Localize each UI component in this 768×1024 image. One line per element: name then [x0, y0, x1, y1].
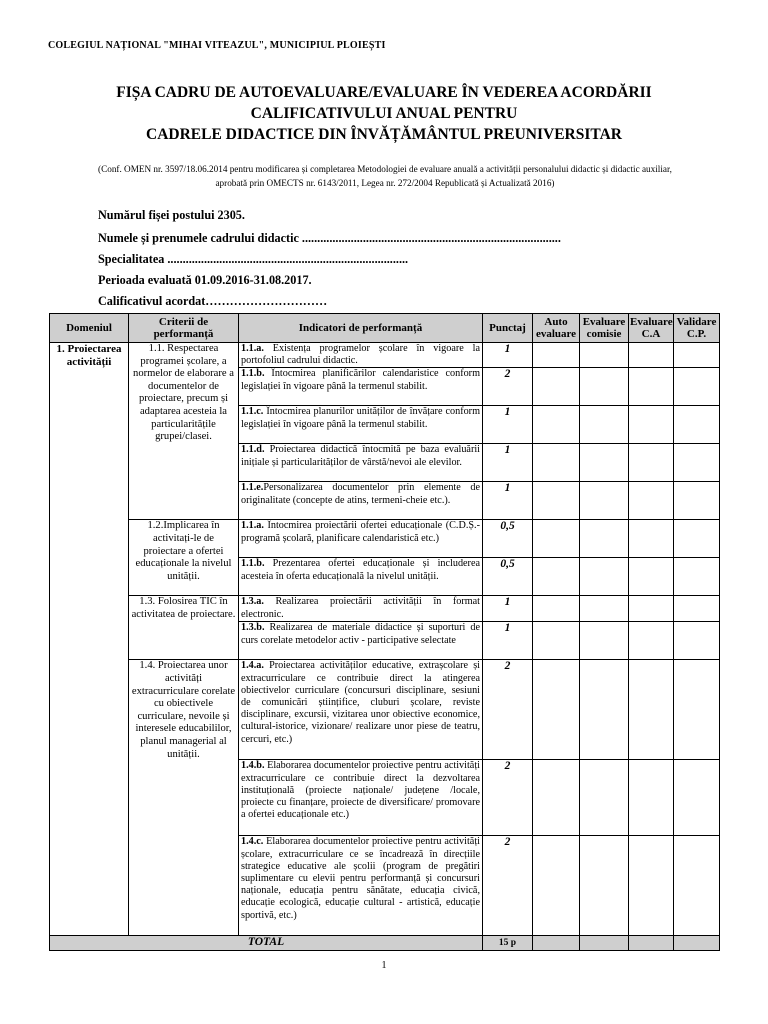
total-label: TOTAL — [50, 936, 483, 951]
indicator-cell: 1.1.b. Prezentarea ofertei educaționale și includerea acesteia în oferta educațională la nivelul unității. — [239, 558, 483, 596]
points-cell: 1 — [483, 444, 533, 482]
total-ca-eval-cell[interactable] — [629, 936, 674, 951]
committee-eval-cell[interactable] — [580, 444, 629, 482]
cp-validation-cell[interactable] — [674, 343, 720, 368]
teacher-name-field: Numele și prenumele cadrului didactic ..................................................................................... — [98, 231, 561, 245]
criterion-1-3: 1.3. Folosirea TIC în activitatea de proiectare. — [129, 596, 239, 660]
points-cell: 2 — [483, 368, 533, 406]
ca-eval-cell[interactable] — [629, 520, 674, 558]
committee-eval-cell[interactable] — [580, 368, 629, 406]
total-cp-validation-cell[interactable] — [674, 936, 720, 951]
indicator-cell: 1.4.b. Elaborarea documentelor proiective pentru activități extracurriculare ce contribuie direct la dezvoltarea instituțională (proiecte naționale/ județene /locale, proiecte cu finanțare, proiecte de diversificare/ promovare a ofertei educaționale etc.) — [239, 760, 483, 836]
ca-eval-cell[interactable] — [629, 343, 674, 368]
table-row — [50, 520, 720, 558]
self-eval-cell[interactable] — [533, 444, 580, 482]
committee-eval-cell[interactable] — [580, 760, 629, 836]
committee-eval-cell[interactable] — [580, 596, 629, 622]
domain-cell: 1. Proiectarea activității — [50, 343, 129, 936]
cp-validation-cell[interactable] — [674, 482, 720, 520]
header-ca-eval: Evaluare C.A — [629, 314, 674, 343]
self-eval-cell[interactable] — [533, 368, 580, 406]
committee-eval-cell[interactable] — [580, 558, 629, 596]
indicator-cell: 1.4.a. Proiectarea activităților educative, extrașcolare și extracurriculare ce contribuie direct la atingerea obiectivelor curriculare (concursuri disciplinare, sesiuni de comunicări științifice, cluburi școlare, reviste disciplinare, excursii, vizitarea unor obiective economice, cultural-istorice, vizionare/ realizare unor piese de teatru, cercuri, etc.) — [239, 660, 483, 760]
header-domain: Domeniul — [50, 314, 129, 343]
ca-eval-cell[interactable] — [629, 368, 674, 406]
ca-eval-cell[interactable] — [629, 760, 674, 836]
header-committee-eval: Evaluare comisie — [580, 314, 629, 343]
indicator-cell: 1.3.a. Realizarea proiectării activității în format electronic. — [239, 596, 483, 622]
ca-eval-cell[interactable] — [629, 596, 674, 622]
total-self-eval-cell[interactable] — [533, 936, 580, 951]
indicator-cell: 1.1.a. Întocmirea proiectării ofertei educaționale (C.D.Ș.- programă școlară, planificare calendaristică etc.) — [239, 520, 483, 558]
total-row — [50, 936, 720, 951]
legal-reference-line-2: aprobată prin OMECTS nr. 6143/2011, Legea nr. 272/2004 Republicată și Actualizată 2016) — [215, 178, 555, 188]
indicator-cell: 1.3.b. Realizarea de materiale didactice și suporturi de curs corelate metodelor activ - participative selectate — [239, 622, 483, 660]
indicator-cell: 1.1.c. Întocmirea planurilor unităților de învățare conform legislației în vigoare până la termenul stabilit. — [239, 406, 483, 444]
table-row — [50, 596, 720, 622]
points-cell: 1 — [483, 596, 533, 622]
criterion-1-2: 1.2.Implicarea în activitați-le de proiectare a ofertei educaționale la nivelul unității. — [129, 520, 239, 596]
legal-reference-line-1: (Conf. OMEN nr. 3597/18.06.2014 pentru modificarea și completarea Metodologiei de evaluare anuală a activității personalului didactic și didactic auxiliar, — [98, 164, 672, 174]
points-cell: 2 — [483, 836, 533, 936]
table-row — [50, 343, 720, 368]
self-eval-cell[interactable] — [533, 482, 580, 520]
header-criteria: Criterii de performanță — [129, 314, 239, 343]
total-points: 15 p — [483, 936, 533, 951]
document-title — [0, 82, 768, 145]
indicator-cell: 1.4.c. Elaborarea documentelor proiective pentru activități școlare, extracurriculare ce se încadrează în direcțiile strategice educative ale școlii (program de pregătiri suplimentare cu elevii pentru performanță și concursuri naționale, educația pentru sănătate, educația civică, educație ecologică, educație cultural - artistică, educație sportivă, etc.) — [239, 836, 483, 936]
cp-validation-cell[interactable] — [674, 520, 720, 558]
points-cell: 1 — [483, 622, 533, 660]
table-header-row — [50, 314, 720, 343]
self-eval-cell[interactable] — [533, 760, 580, 836]
job-sheet-number: Numărul fișei postului 2305. — [98, 208, 245, 222]
self-eval-cell[interactable] — [533, 406, 580, 444]
cp-validation-cell[interactable] — [674, 596, 720, 622]
indicator-cell: 1.1.b. Întocmirea planificărilor calendaristice conform legislației în vigoare până la termenul stabilit. — [239, 368, 483, 406]
cp-validation-cell[interactable] — [674, 368, 720, 406]
self-eval-cell[interactable] — [533, 520, 580, 558]
points-cell: 1 — [483, 343, 533, 368]
points-cell: 2 — [483, 660, 533, 760]
ca-eval-cell[interactable] — [629, 836, 674, 936]
cp-validation-cell[interactable] — [674, 660, 720, 760]
cp-validation-cell[interactable] — [674, 406, 720, 444]
points-cell: 1 — [483, 406, 533, 444]
self-eval-cell[interactable] — [533, 558, 580, 596]
self-eval-cell[interactable] — [533, 596, 580, 622]
committee-eval-cell[interactable] — [580, 343, 629, 368]
ca-eval-cell[interactable] — [629, 660, 674, 760]
cp-validation-cell[interactable] — [674, 836, 720, 936]
self-eval-cell[interactable] — [533, 660, 580, 760]
title-line-3: CADRELE DIDACTICE DIN ÎNVĂȚĂMÂNTUL PREUNIVERSITAR — [146, 126, 622, 143]
cp-validation-cell[interactable] — [674, 622, 720, 660]
points-cell: 0,5 — [483, 558, 533, 596]
ca-eval-cell[interactable] — [629, 406, 674, 444]
ca-eval-cell[interactable] — [629, 558, 674, 596]
committee-eval-cell[interactable] — [580, 520, 629, 558]
evaluation-table — [49, 313, 720, 951]
committee-eval-cell[interactable] — [580, 622, 629, 660]
legal-reference — [50, 162, 720, 190]
indicator-cell: 1.1.a. Existența programelor școlare în vigoare la portofoliul cadrului didactic. — [239, 343, 483, 368]
criterion-1-1: 1.1. Respectarea programei școlare, a normelor de elaborare a documentelor de proiectare, precum și adaptarea acesteia la particularitățile grupei/clasei. — [129, 343, 239, 520]
page-number: 1 — [381, 960, 387, 971]
rating-field: Calificativul acordat………………………… — [98, 294, 328, 308]
cp-validation-cell[interactable] — [674, 444, 720, 482]
committee-eval-cell[interactable] — [580, 660, 629, 760]
cp-validation-cell[interactable] — [674, 558, 720, 596]
committee-eval-cell[interactable] — [580, 482, 629, 520]
ca-eval-cell[interactable] — [629, 622, 674, 660]
header-cp-validation: Validare C.P. — [674, 314, 720, 343]
points-cell: 0,5 — [483, 520, 533, 558]
table-row — [50, 660, 720, 760]
total-committee-eval-cell[interactable] — [580, 936, 629, 951]
self-eval-cell[interactable] — [533, 343, 580, 368]
ca-eval-cell[interactable] — [629, 444, 674, 482]
evaluation-period: Perioada evaluată 01.09.2016-31.08.2017. — [98, 273, 312, 287]
points-cell: 1 — [483, 482, 533, 520]
header-points: Punctaj — [483, 314, 533, 343]
cp-validation-cell[interactable] — [674, 760, 720, 836]
self-eval-cell[interactable] — [533, 836, 580, 936]
points-cell: 2 — [483, 760, 533, 836]
indicator-cell: 1.1.d. Proiectarea didactică întocmită pe baza evaluării inițiale și particularităților de vârstă/nevoi ale elevilor. — [239, 444, 483, 482]
header-self-eval: Auto evaluare — [533, 314, 580, 343]
committee-eval-cell[interactable] — [580, 406, 629, 444]
self-eval-cell[interactable] — [533, 622, 580, 660]
school-name: COLEGIUL NAȚIONAL "MIHAI VITEAZUL", MUNICIPIUL PLOIEȘTI — [48, 40, 386, 51]
indicator-cell: 1.1.e.Personalizarea documentelor prin elemente de originalitate (concepte de atins, termeni-cheie etc.). — [239, 482, 483, 520]
title-line-2: CALIFICATIVULUI ANUAL PENTRU — [250, 105, 518, 122]
header-indicators: Indicatori de performanță — [239, 314, 483, 343]
criterion-1-4: 1.4. Proiectarea unor activități extracurriculare corelate cu obiectivele curriculare, nevoile și interesele educabililor, planul managerial al unității. — [129, 660, 239, 936]
title-line-1: FIȘA CADRU DE AUTOEVALUARE/EVALUARE ÎN VEDEREA ACORDĂRII — [116, 84, 652, 101]
specialty-field: Specialitatea ............................................................................... — [98, 252, 409, 266]
ca-eval-cell[interactable] — [629, 482, 674, 520]
committee-eval-cell[interactable] — [580, 836, 629, 936]
